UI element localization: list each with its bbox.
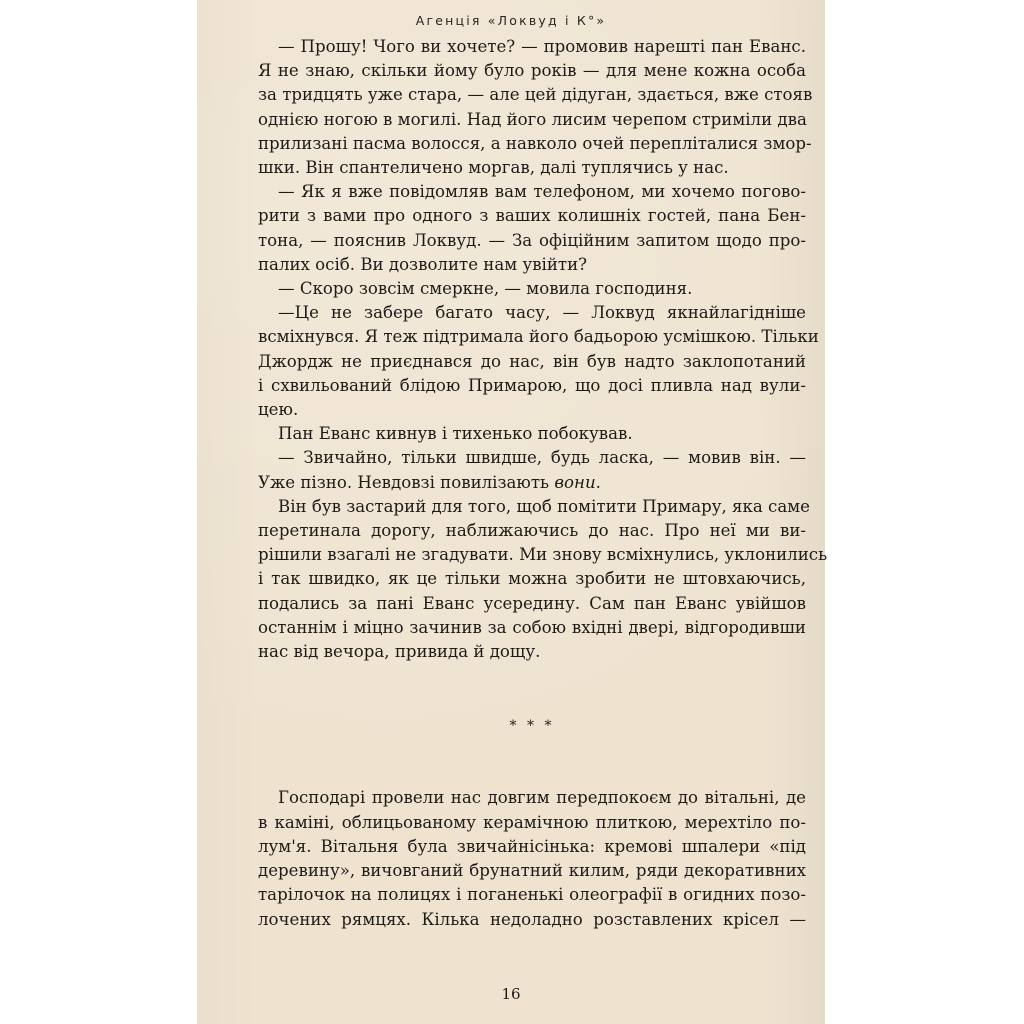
italic-word: вони xyxy=(554,472,596,492)
text-line: палих осіб. Ви дозволите нам увійти? xyxy=(258,254,588,274)
paragraph xyxy=(258,495,828,664)
page-number: 16 xyxy=(501,985,521,1003)
book-page xyxy=(197,0,828,1024)
paragraph xyxy=(258,277,806,301)
text-line: Я не знаю, скільки йому було років — для мене кожна особа xyxy=(258,61,806,81)
text-line: шки. Він спантеличено моргав, далі туплячись у нас. xyxy=(258,158,729,178)
text-line: Господарі провели нас довгим передпокоєм до вітальні, де xyxy=(278,788,806,808)
text-line: деревину», вичовганий брунатний килим, ряди декоративних xyxy=(258,861,806,881)
paragraph xyxy=(258,786,806,931)
paragraph xyxy=(258,35,813,180)
punctuation: . xyxy=(595,472,601,492)
paragraph xyxy=(258,422,806,446)
paragraph xyxy=(258,180,806,277)
text-line: цею. xyxy=(258,400,299,420)
text-line: і схвильований блідою Примарою, що досі пливла над вули- xyxy=(258,375,806,395)
text-line: нас від вечора, привида й дощу. xyxy=(258,642,541,662)
text-line xyxy=(258,471,806,495)
text-line: подались за пані Еванс усередину. Сам пан Еванс увійшов xyxy=(258,593,806,613)
text-line: в каміні, облицьованому керамічною плиткою, мерехтіло по- xyxy=(258,812,806,832)
text-line: тарілочок на полицях і поганенькі олеографії в огидних позо- xyxy=(258,885,806,905)
text-line: Джордж не приєднався до нас, він був надто заклопотаний xyxy=(258,351,806,371)
text-line: — Прошу! Чого ви хочете? — промовив нарешті пан Еванс. xyxy=(278,37,806,56)
text-line: Він був застарий для того, щоб помітити Примару, яка саме xyxy=(278,496,810,516)
text-line: за тридцять уже стара, — але цей дідуган, здається, вже стояв xyxy=(258,85,813,105)
text-line: однією ногою в могилі. Над його лисим черепом стриміли два xyxy=(258,109,807,129)
text-line: перетинала дорогу, наближаючись до нас. Про неї ми ви- xyxy=(258,521,806,541)
section-separator: * * * xyxy=(509,718,555,735)
text-line: тона, — пояснив Локвуд. — За офіційним запитом щодо про- xyxy=(258,230,806,250)
paragraph xyxy=(258,446,806,494)
body-text xyxy=(258,35,828,932)
text-line: Пан Еванс кивнув і тихенько побокував. xyxy=(278,424,633,444)
running-head: Агенція «Локвуд і К°» xyxy=(415,13,607,28)
text-line: лочених рямцях. Кілька недоладно розставлених крісел — xyxy=(258,909,806,929)
text-line: рити з вами про одного з ваших колишніх гостей, пана Бен- xyxy=(258,206,806,226)
text-line: останнім і міцно зачинив за собою вхідні двері, відгородивши xyxy=(258,617,806,637)
text-line: лум'я. Вітальня була звичайнісінька: кремові шпалери «під xyxy=(258,836,806,856)
text-line: — Як я вже повідомляв вам телефоном, ми хочемо погово- xyxy=(278,182,806,202)
text-line: —Це не забере багато часу, — Локвуд якнайлагідніше xyxy=(278,303,806,323)
text-line: — Скоро зовсім смеркне, — мовила господиня. xyxy=(278,279,693,299)
text-line: і так швидко, як це тільки можна зробити не штовхаючись, xyxy=(258,569,806,589)
text-line: прилизані пасма волосся, а навколо очей перепліталися змор- xyxy=(258,133,812,153)
text-line: рішили взагалі не згадувати. Ми знову всміхнулись, уклонились xyxy=(258,545,828,565)
paragraph xyxy=(258,301,819,422)
text-line: всміхнувся. Я теж підтримала його бадьорою усмішкою. Тільки xyxy=(258,327,819,347)
text-segment: Уже пізно. Невдовзі повилізають xyxy=(258,472,555,492)
text-line: — Звичайно, тільки швидше, будь ласка, — мовив він. — xyxy=(278,448,806,468)
